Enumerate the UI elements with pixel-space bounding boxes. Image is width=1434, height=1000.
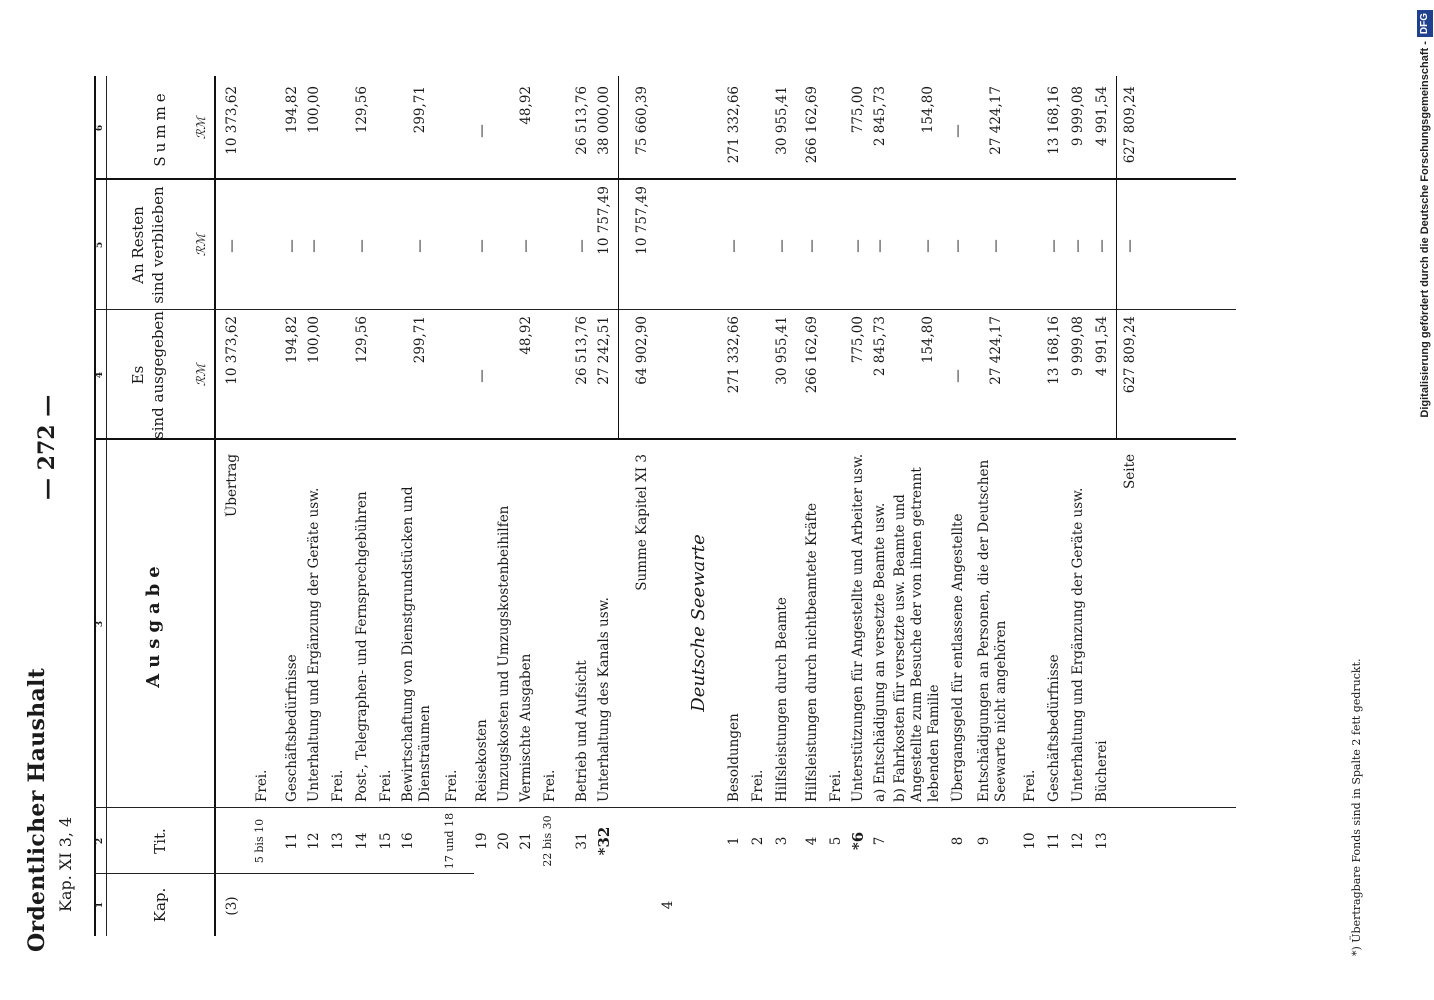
tit-cell: 8 (950, 836, 966, 846)
tit-cell: 17 und 18 (443, 812, 456, 870)
footnote: *) Übertragbare Fonds sind in Spalte 2 fett gedruckt. (1350, 658, 1363, 956)
kap-cell: (3) (224, 896, 240, 916)
ausgegeben-cell: — (950, 369, 966, 383)
tit-cell: 5 (828, 836, 844, 846)
tit-cell: 13 (1094, 832, 1110, 850)
budget-table (94, 76, 1344, 936)
desc-cell: Frei. (330, 769, 346, 802)
digitization-credit (1414, 10, 1434, 990)
column-number-2: 2 (95, 837, 105, 845)
resten-cell: — (872, 239, 888, 253)
summe-cell: 100,00 (306, 86, 322, 134)
summe-cell: 75 660,39 (634, 86, 650, 155)
summe-cell: 38 000,00 (596, 86, 612, 155)
column-number-4: 4 (95, 371, 105, 379)
column-number-1: 1 (95, 901, 105, 909)
column-number-3: 3 (95, 620, 105, 628)
credit-text: Digitalisierung gefördert durch die Deutsche Forschungsgemeinschaft - (1419, 41, 1431, 418)
desc-cell: Übertrag (224, 454, 240, 518)
ausgegeben-cell: 4 991,54 (1094, 316, 1110, 377)
ausgegeben-cell: 775,00 (850, 316, 866, 364)
tit-cell: 13 (330, 832, 346, 850)
tit-cell: 3 (774, 836, 790, 846)
summe-cell: 26 513,76 (574, 86, 590, 155)
desc-cell: Frei. (378, 769, 394, 802)
desc-cell: Entschädigungen an Personen, die der Deutschen Seewarte nicht angehören (976, 459, 1009, 802)
summe-cell: 9 999,08 (1070, 86, 1086, 147)
desc-cell: Unterhaltung und Ergänzung der Geräte usw. (1070, 487, 1086, 802)
header-kap: Kap. (151, 887, 169, 923)
summe-cell: 266 162,69 (804, 86, 820, 164)
tit-cell: 11 (284, 832, 300, 850)
header-ausgegeben-1: Es (129, 365, 147, 385)
dfg-logo: DFG (1417, 10, 1433, 37)
resten-cell: — (284, 239, 300, 253)
resten-cell: — (1046, 239, 1062, 253)
tit-cell: 4 (804, 836, 820, 846)
header-resten-1: An Resten (129, 206, 147, 284)
tit-cell: 2 (750, 836, 766, 846)
header-summe: Summe (151, 89, 169, 167)
ausgegeben-cell: 154,80 (920, 316, 936, 364)
desc-cell: Unterhaltung und Ergänzung der Geräte usw. (306, 487, 322, 802)
summe-cell: 299,71 (412, 86, 428, 134)
resten-cell: — (804, 239, 820, 253)
desc-cell: Besoldungen (726, 713, 742, 802)
header-ausgabe: Ausgabe (143, 560, 164, 688)
header-tit: Tit. (151, 828, 169, 854)
desc-cell: Frei. (254, 769, 270, 802)
ausgegeben-cell: 13 168,16 (1046, 316, 1062, 385)
summe-cell: 271 332,66 (726, 86, 742, 164)
summe-cell: 627 809,24 (1122, 86, 1138, 164)
desc-cell: Frei. (828, 769, 844, 802)
resten-cell: — (354, 239, 370, 253)
unit-label: ℛℳ (194, 233, 208, 257)
tit-cell: 20 (496, 832, 512, 850)
ausgegeben-cell: 194,82 (284, 316, 300, 364)
summe-cell: — (950, 124, 966, 138)
resten-cell: — (306, 239, 322, 253)
tit-cell: 21 (518, 832, 534, 850)
unit-label: ℛℳ (194, 363, 208, 387)
ausgegeben-cell: 100,00 (306, 316, 322, 364)
desc-cell: Geschäftsbedürfnisse (284, 654, 300, 802)
header-resten-2: sind verblieben (149, 186, 167, 304)
ausgegeben-cell: 627 809,24 (1122, 316, 1138, 394)
column-number-6: 6 (95, 124, 105, 132)
desc-cell: Frei. (1022, 769, 1038, 802)
tit-cell: 12 (1070, 832, 1086, 850)
resten-cell: 10 757,49 (634, 186, 650, 255)
resten-cell: — (774, 239, 790, 253)
resten-cell: — (726, 239, 742, 253)
ausgegeben-cell: 271 332,66 (726, 316, 742, 394)
ausgegeben-cell: 129,56 (354, 316, 370, 364)
ausgegeben-cell: 27 424,17 (988, 316, 1004, 385)
desc-cell: Seite (1122, 454, 1138, 489)
ausgegeben-cell: 266 162,69 (804, 316, 820, 394)
document-subtitle: Kap. XI 3, 4 (56, 816, 75, 912)
summe-cell: 48,92 (518, 86, 534, 125)
ausgegeben-cell: 64 902,90 (634, 316, 650, 385)
desc-cell: Betrieb und Aufsicht (574, 660, 590, 802)
ausgegeben-cell: 48,92 (518, 316, 534, 355)
desc-cell: Frei. (750, 769, 766, 802)
ausgegeben-cell: 30 955,41 (774, 316, 790, 385)
desc-cell: Frei. (444, 769, 460, 802)
tit-cell: 14 (354, 832, 370, 850)
resten-cell: — (224, 239, 240, 253)
summe-cell: 194,82 (284, 86, 300, 134)
resten-cell: 10 757,49 (596, 186, 612, 255)
tit-cell: 12 (306, 832, 322, 850)
summe-cell: 775,00 (850, 86, 866, 134)
tit-cell: 19 (474, 832, 490, 850)
tit-cell: *6 (849, 831, 867, 851)
tit-cell: *32 (595, 826, 613, 856)
page-number: — 272 — (34, 394, 60, 500)
desc-cell: Post-, Telegraphen- und Fernsprechgebühren (354, 491, 370, 802)
tit-cell: 9 (976, 836, 992, 846)
resten-cell: — (950, 239, 966, 253)
summe-cell: 10 373,62 (224, 86, 240, 155)
tit-cell: 7 (872, 836, 888, 846)
document-title: Ordentlicher Haushalt (24, 667, 50, 952)
tit-cell: 10 (1022, 832, 1038, 850)
tit-cell: 11 (1046, 832, 1062, 850)
desc-cell: b) Fahrkosten für versetzte usw. Beamte und Angestellte zum Besuche der von ihnen getrennt lebenden Familie (892, 467, 942, 802)
tit-cell: 5 bis 10 (253, 818, 266, 864)
resten-cell: — (574, 239, 590, 253)
desc-cell: Umzugskosten und Umzugskostenbeihilfen (496, 505, 512, 802)
desc-cell: Hilfsleistungen durch nichtbeamtete Kräfte (804, 503, 820, 802)
ausgegeben-cell: 26 513,76 (574, 316, 590, 385)
resten-cell: — (518, 239, 534, 253)
kap-cell: 4 (660, 900, 676, 910)
resten-cell: — (920, 239, 936, 253)
summe-cell: 129,56 (354, 86, 370, 134)
summe-cell: 30 955,41 (774, 86, 790, 155)
header-ausgegeben-2: sind ausgegeben (149, 311, 167, 439)
desc-cell: Übergangsgeld für entlassene Angestellte (950, 513, 966, 802)
summe-cell: 13 168,16 (1046, 86, 1062, 155)
desc-cell: Summe Kapitel XI 3 (634, 454, 650, 591)
tit-cell: 22 bis 30 (541, 815, 554, 867)
ausgegeben-cell: 27 242,51 (596, 316, 612, 385)
desc-cell: Hilfsleistungen durch Beamte (774, 597, 790, 802)
resten-cell: — (988, 239, 1004, 253)
summe-cell: 4 991,54 (1094, 86, 1110, 147)
summe-cell: 27 424,17 (988, 86, 1004, 155)
desc-cell: Unterstützungen für Angestellte und Arbeiter usw. (850, 453, 866, 802)
desc-cell: Geschäftsbedürfnisse (1046, 654, 1062, 802)
summe-cell: 2 845,73 (872, 86, 888, 147)
tit-cell: 31 (574, 832, 590, 850)
desc-cell: a) Entschädigung an versetzte Beamte usw. (872, 502, 888, 802)
tit-cell: 16 (400, 832, 416, 850)
unit-label: ℛℳ (194, 116, 208, 140)
resten-cell: — (850, 239, 866, 253)
ausgegeben-cell: — (474, 369, 490, 383)
desc-cell: Unterhaltung des Kanals usw. (596, 597, 612, 802)
ausgegeben-cell: 299,71 (412, 316, 428, 364)
summe-cell: 154,80 (920, 86, 936, 134)
resten-cell: — (474, 239, 490, 253)
desc-cell: Bewirtschaftung von Dienstgrundstücken und Diensträumen (400, 486, 433, 802)
resten-cell: — (412, 239, 428, 253)
tit-cell: 15 (378, 832, 394, 850)
resten-cell: — (1122, 239, 1138, 253)
desc-cell: Bücherei (1094, 740, 1110, 802)
summe-cell: — (474, 124, 490, 138)
ausgegeben-cell: 10 373,62 (224, 316, 240, 385)
desc-cell: Vermischte Ausgaben (518, 653, 534, 802)
ausgegeben-cell: 2 845,73 (872, 316, 888, 377)
column-number-5: 5 (95, 241, 105, 249)
desc-cell: Frei. (542, 769, 558, 802)
tit-cell: 1 (726, 836, 742, 846)
section-heading: Deutsche Seewarte (688, 534, 709, 712)
desc-cell: Reisekosten (474, 719, 490, 802)
resten-cell: — (1094, 239, 1110, 253)
resten-cell: — (1070, 239, 1086, 253)
ausgegeben-cell: 9 999,08 (1070, 316, 1086, 377)
